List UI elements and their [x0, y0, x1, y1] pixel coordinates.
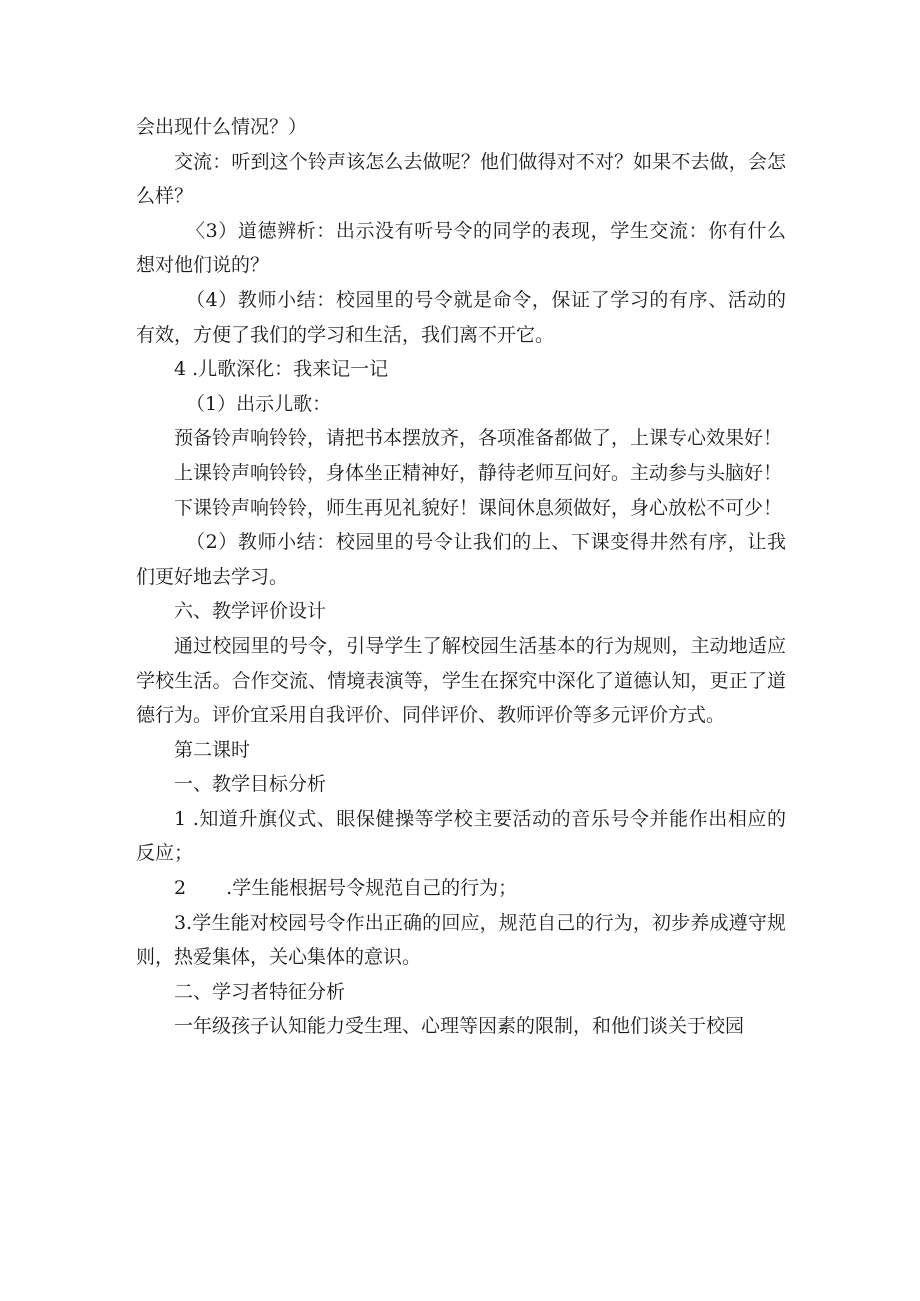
rhyme-line: 预备铃声响铃铃，请把书本摆放齐，各项准备都做了，上课专心效果好！	[174, 427, 783, 450]
rhyme-line: 下课铃声响铃铃，师生再见礼貌好！课间休息须做好，身心放松不可少！	[174, 496, 783, 519]
objective-item: 1 .知道升旗仪式、眼保健操等学校主要活动的音乐号令并能作出相应的反应；	[136, 807, 786, 865]
paragraph: （2）教师小结：校园里的号令让我们的上、下课变得井然有序，让我们更好地去学习。	[136, 531, 786, 588]
section-heading: 第二课时	[174, 738, 251, 761]
paragraph: 〈3）道德辨析：出示没有听号令的同学的表现，学生交流：你有什么想对他们说的？	[136, 219, 786, 277]
section-heading: 六、教学评价设计	[174, 600, 327, 623]
paragraph: （4）教师小结：校园里的号令就是命令，保证了学习的有序、活动的有效，方便了我们的学习和生活，我们离不开它。	[136, 288, 786, 346]
objective-item: 3.学生能对校园号令作出正确的回应，规范自己的行为，初步养成遵守规则，热爱集体，关心集体的意识。	[136, 911, 786, 969]
objective-number: 2	[174, 877, 187, 900]
objective-item	[136, 871, 786, 906]
paragraph: 一年级孩子认知能力受生理、心理等因素的限制，和他们谈关于校园	[174, 1015, 745, 1038]
objective-text: .学生能根据号令规范自己的行为；	[226, 877, 518, 900]
list-heading: 4 .儿歌深化：我来记一记	[174, 358, 389, 381]
section-heading: 一、教学目标分析	[174, 773, 327, 796]
paragraph: （1）出示儿歌：	[186, 392, 332, 415]
paragraph: 通过校园里的号令，引导学生了解校园生活基本的行为规则，主动地适应学校生活。合作交流、情境表演等，学生在探究中深化了道德认知，更正了道德行为。评价宜采用自我评价、同伴评价、教师评价等多元评价方式。	[136, 634, 786, 727]
document-body	[136, 110, 786, 1044]
paragraph: 交流：听到这个铃声该怎么去做呢？他们做得对不对？如果不去做，会怎么样？	[136, 150, 786, 208]
rhyme-line: 上课铃声响铃铃，身体坐正精神好，静待老师互问好。主动参与头脑好！	[174, 461, 783, 484]
paragraph: 会出现什么情况？）	[136, 116, 308, 138]
section-heading: 二、学习者特征分析	[174, 980, 346, 1003]
